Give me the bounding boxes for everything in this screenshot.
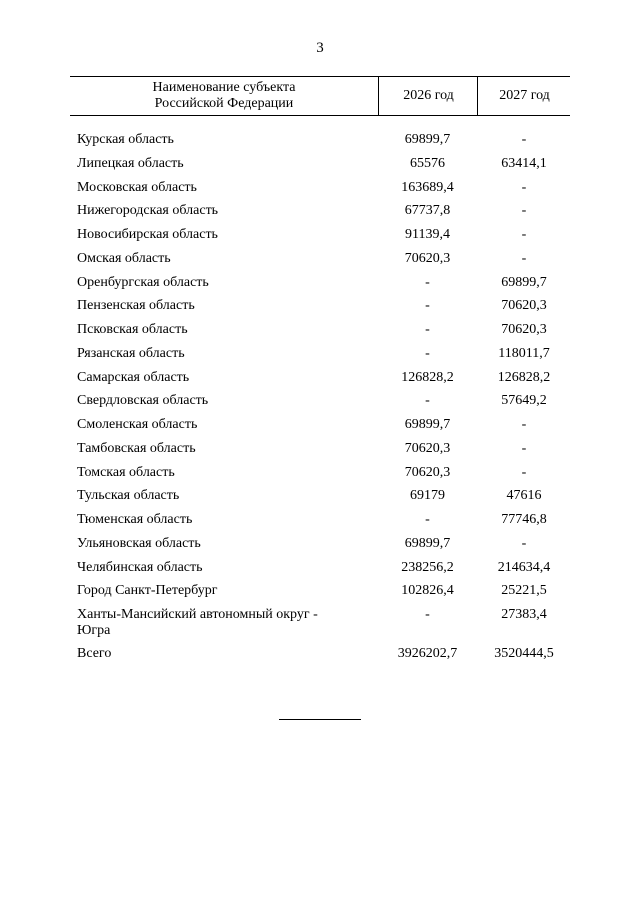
- value-2027: 118011,7: [498, 345, 550, 361]
- table-header: [70, 76, 570, 116]
- header-name-line1: Наименование субъекта: [152, 80, 296, 95]
- table-row: [0, 271, 640, 295]
- region-name: Тамбовская область: [77, 440, 196, 456]
- value-2027: 3520444,5: [494, 646, 554, 661]
- region-name: Липецкая область: [77, 155, 184, 171]
- value-2026: 67737,8: [404, 203, 451, 219]
- table-row: [0, 579, 640, 603]
- value-2027: 126828,2: [497, 369, 551, 385]
- value-2026: -: [425, 512, 430, 527]
- value-2027: -: [521, 417, 527, 432]
- end-divider: [279, 719, 361, 720]
- table-row: [0, 318, 640, 342]
- header-name-line2: Российской Федерации: [154, 96, 294, 111]
- table-row: [0, 389, 640, 413]
- value-2027: 214634,4: [497, 559, 551, 575]
- region-name: Самарская область: [77, 369, 190, 385]
- region-name: Омская область: [77, 250, 171, 266]
- region-name: Курская область: [77, 132, 174, 147]
- value-2026: -: [425, 607, 430, 622]
- value-2026: 70620,3: [404, 250, 451, 266]
- value-2026: 69899,7: [404, 535, 451, 551]
- value-2027: 25221,5: [501, 583, 547, 599]
- region-name: Ульяновская область: [77, 535, 201, 551]
- page-number: 3: [316, 40, 324, 56]
- value-2027: -: [521, 227, 527, 242]
- value-2026: 69899,7: [404, 417, 451, 432]
- table-row: [0, 603, 640, 642]
- value-2027: -: [521, 179, 527, 195]
- table-row: [0, 437, 640, 461]
- region-name: Смоленская область: [77, 417, 198, 432]
- table-row: [0, 366, 640, 390]
- value-2026: 3926202,7: [397, 646, 458, 661]
- value-2027: -: [521, 535, 527, 551]
- value-2026: -: [425, 393, 430, 409]
- value-2027: -: [521, 464, 527, 480]
- table-row: [0, 556, 640, 580]
- value-2027: 27383,4: [501, 607, 547, 622]
- table-row: [0, 128, 640, 152]
- table-row: [0, 199, 640, 223]
- table-row: [0, 532, 640, 556]
- table-row: [0, 176, 640, 200]
- value-2027: -: [521, 440, 527, 456]
- table-row: [0, 294, 640, 318]
- header-name-column: [70, 77, 378, 115]
- table-row: [0, 223, 640, 247]
- table-row: [0, 484, 640, 508]
- region-name: Пензенская область: [77, 298, 195, 314]
- value-2027: 63414,1: [501, 155, 547, 171]
- value-2027: 57649,2: [501, 393, 547, 409]
- header-year-2027: 2027 год: [477, 77, 571, 115]
- value-2026: 70620,3: [404, 440, 451, 456]
- value-2027: -: [521, 250, 527, 266]
- value-2026: 70620,3: [404, 464, 451, 480]
- region-name: Тюменская область: [77, 512, 193, 527]
- header-year-2026: 2026 год: [378, 77, 478, 115]
- table-row: [0, 413, 640, 437]
- value-2026: 102826,4: [401, 583, 454, 599]
- value-2026: 163689,4: [401, 179, 454, 195]
- value-2027: 77746,8: [501, 512, 547, 527]
- region-name: Рязанская область: [77, 345, 185, 361]
- value-2027: 69899,7: [501, 274, 547, 290]
- table-row: [0, 247, 640, 271]
- region-name: Нижегородская область: [77, 203, 219, 219]
- table-row: [0, 461, 640, 485]
- value-2027: 70620,3: [501, 298, 547, 314]
- value-2026: 69179: [410, 488, 445, 504]
- region-name: Оренбургская область: [77, 274, 209, 290]
- region-name: Новосибирская область: [77, 227, 218, 242]
- region-name: Свердловская область: [77, 393, 209, 409]
- region-name: Псковская область: [77, 322, 188, 337]
- region-name: Всего: [77, 646, 112, 661]
- value-2027: 47616: [506, 488, 542, 504]
- value-2027: -: [521, 132, 527, 147]
- region-name: Челябинская область: [77, 559, 203, 575]
- value-2027: -: [521, 203, 527, 219]
- value-2026: -: [425, 322, 430, 337]
- value-2026: 126828,2: [401, 369, 454, 385]
- table-row: [0, 152, 640, 176]
- value-2026: 238256,2: [401, 559, 454, 575]
- region-name: Ханты-Мансийский автономный округ - Югра: [77, 607, 318, 638]
- value-2026: 69899,7: [404, 132, 451, 147]
- value-2026: 65576: [410, 155, 445, 171]
- region-name: Город Санкт-Петербург: [77, 583, 218, 599]
- table-body: [0, 128, 640, 666]
- region-name: Тульская область: [77, 488, 180, 504]
- table-row: [0, 642, 640, 666]
- region-name: Томская область: [77, 464, 175, 480]
- value-2026: -: [425, 345, 430, 361]
- table-row: [0, 508, 640, 532]
- value-2026: -: [425, 298, 430, 314]
- region-name: Московская область: [77, 179, 197, 195]
- value-2027: 70620,3: [501, 322, 547, 337]
- table-row: [0, 342, 640, 366]
- value-2026: -: [425, 274, 430, 290]
- value-2026: 91139,4: [405, 227, 450, 242]
